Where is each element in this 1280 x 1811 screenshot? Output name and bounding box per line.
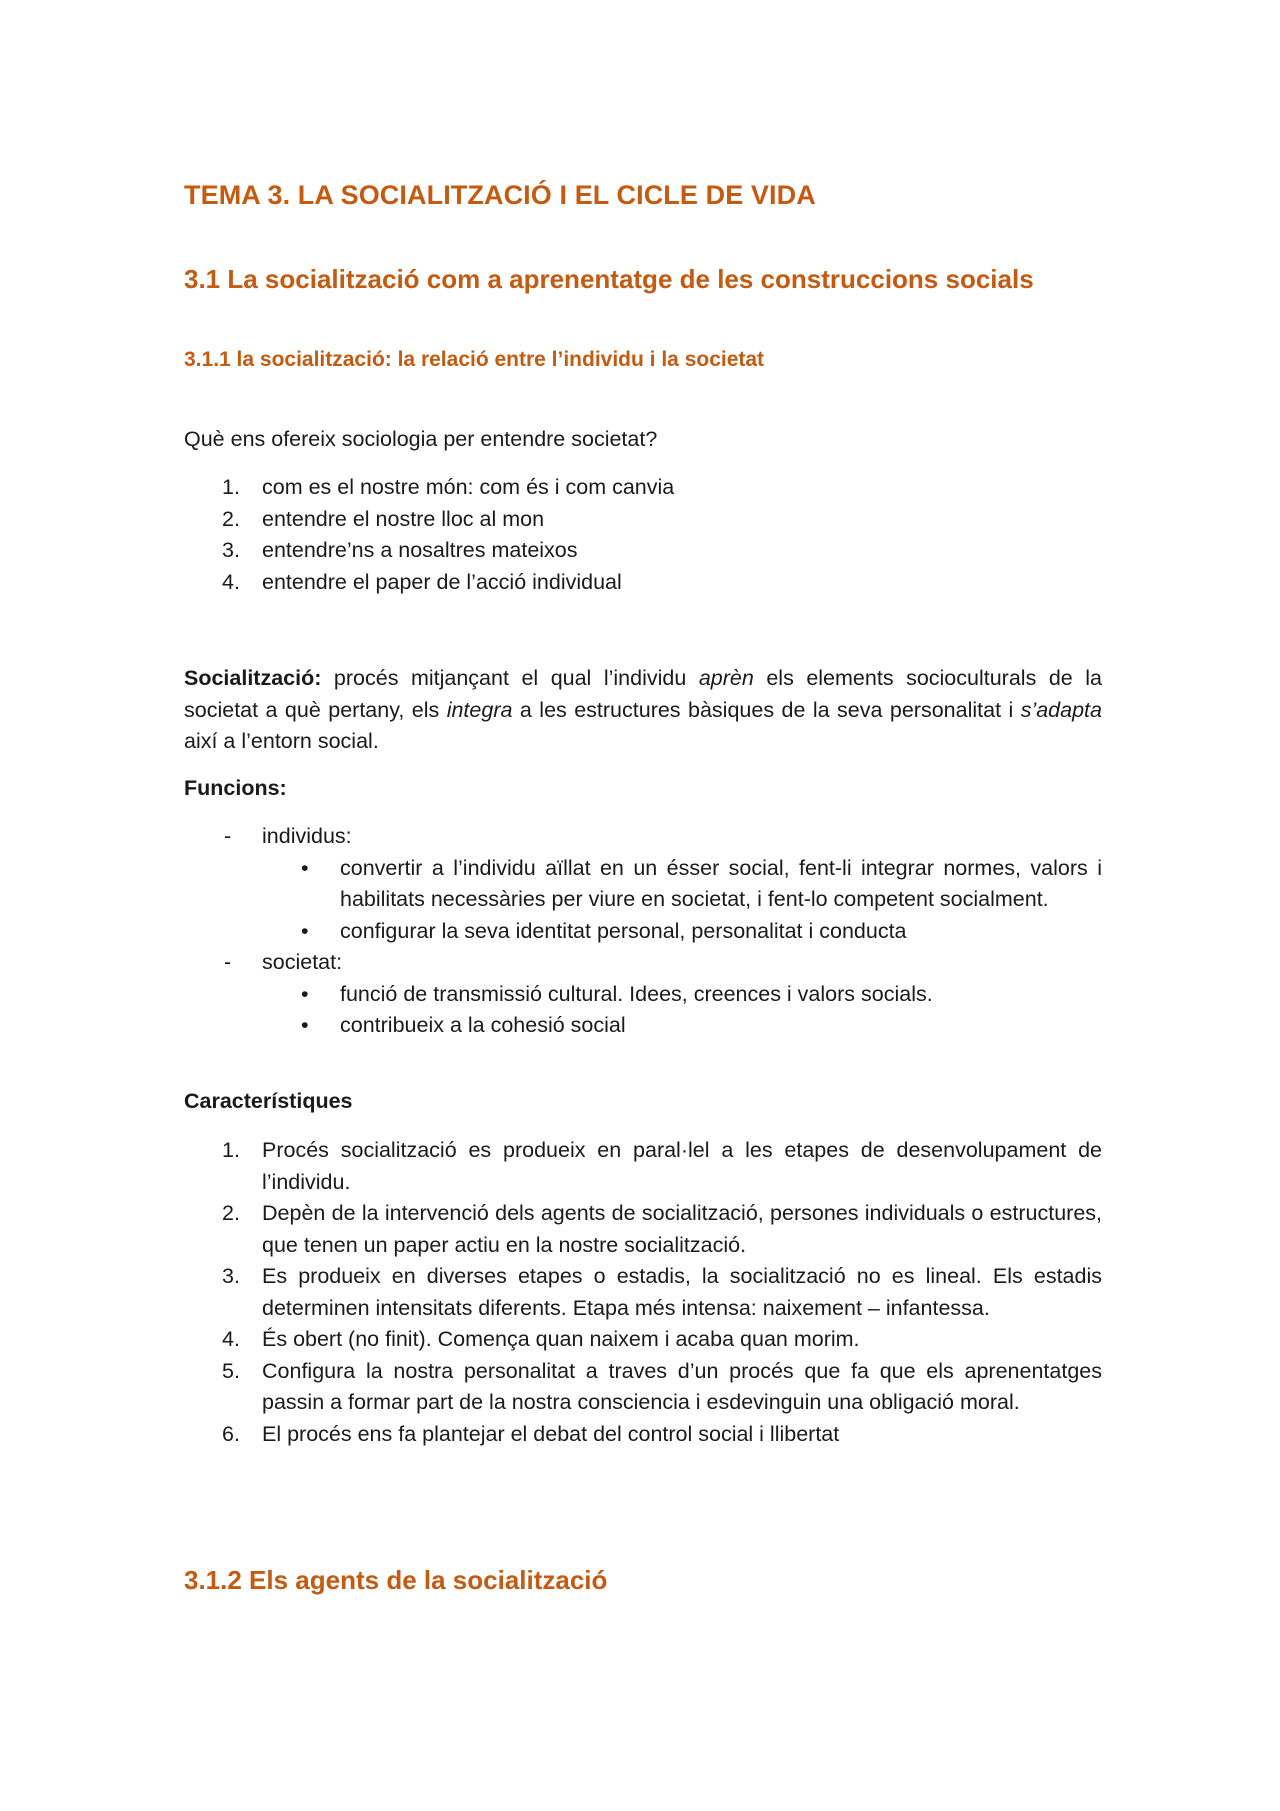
list-item: 5. Configura la nostra personalitat a traves d’un procés que fa que els aprenentatges passin a formar part de la nostra consciencia i esdevinguin una obligació moral. <box>222 1358 1102 1414</box>
list-item: 6. El procés ens fa plantejar el debat del control social i llibertat <box>222 1421 840 1446</box>
definition-term: Socialització: <box>184 666 322 690</box>
question-list <box>184 472 1102 598</box>
list-item: • contribueix a la cohesió social <box>301 1013 626 1037</box>
funcions-group-societat: - societat: <box>224 950 343 974</box>
list-item: • convertir a l’individu aïllat en un ésser social, fent-li integrar normes, valors i habilitats necessàries per viure en societat, i fent-lo competent socialment. <box>301 855 1102 911</box>
list-item: • configurar la seva identitat personal, personalitat i conducta <box>301 918 907 943</box>
funcions-group-individus: - individus: <box>224 824 352 848</box>
caracteristiques-heading: Característiques <box>184 1089 353 1113</box>
list-item: 2. entendre el nostre lloc al mon <box>222 506 545 531</box>
question-paragraph: Què ens ofereix sociologia per entendre societat? <box>184 427 658 451</box>
individus-bullets <box>184 853 1102 948</box>
list-item: 2. Depèn de la intervenció dels agents de socialització, persones individuals o estructures, que tenen un paper actiu en la nostre socialització. <box>222 1201 1102 1257</box>
page-title: TEMA 3. LA SOCIALITZACIÓ I EL CICLE DE VIDA <box>184 180 816 210</box>
list-item: • funció de transmissió cultural. Idees, creences i valors socials. <box>301 981 933 1006</box>
societat-bullets <box>184 979 1102 1042</box>
funcions-list <box>184 821 1102 1042</box>
list-item: 3. entendre’ns a nosaltres mateixos <box>222 538 578 562</box>
list-item: 1. Procés socialització es produeix en paral·lel a les etapes de desenvolupament de l’individu. <box>222 1138 1102 1194</box>
section-heading: 3.1 La socialització com a aprenentatge de les construccions socials <box>184 264 1034 294</box>
definition-paragraph: Socialització: procés mitjançant el qual l’individu aprèn els elements socioculturals de la societat a què pertany, els integra a les estructures bàsiques de la seva personalitat i s’adapta així a l’entorn social. <box>184 666 1102 753</box>
caracteristiques-list <box>184 1135 1102 1450</box>
next-section-heading: 3.1.2 Els agents de la socialització <box>184 1565 608 1595</box>
subsection-heading: 3.1.1 la socialització: la relació entre l’individu i la societat <box>184 348 765 371</box>
list-item: 1. com es el nostre món: com és i com canvia <box>222 475 675 499</box>
list-item: 3. Es produeix en diverses etapes o estadis, la socialització no es lineal. Els estadis determinen intensitats diferents. Etapa més intensa: naixement – infantessa. <box>222 1264 1102 1320</box>
list-item: 4. entendre el paper de l’acció individual <box>222 569 622 594</box>
funcions-heading: Funcions: <box>184 776 287 800</box>
list-item: 4. És obert (no finit). Comença quan naixem i acaba quan morim. <box>222 1327 860 1351</box>
